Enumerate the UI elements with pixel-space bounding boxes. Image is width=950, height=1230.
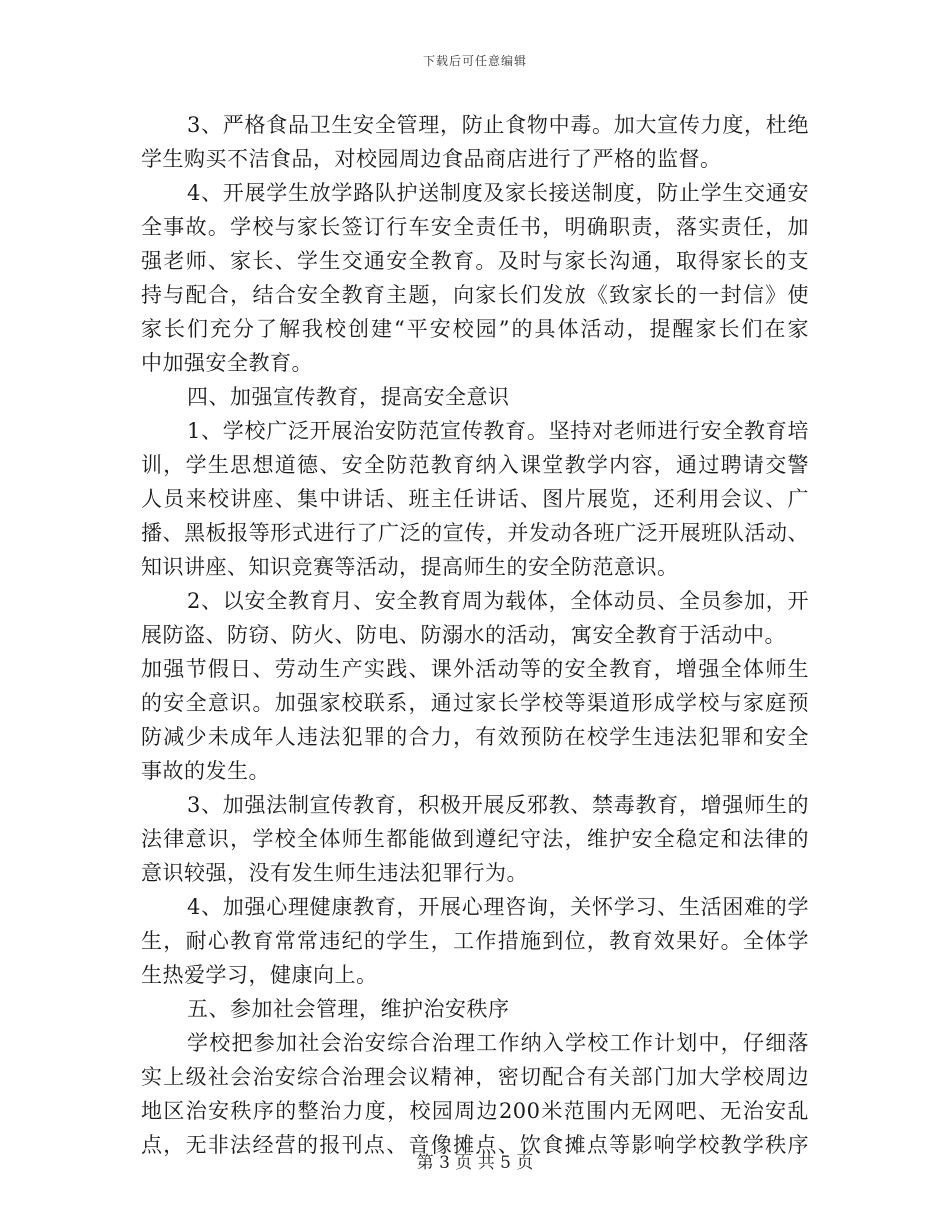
text-line: 生热爱学习，健康向上。 (141, 963, 378, 987)
text-line: 3、严格食品卫生安全管理，防止食物中毒。加大宣传力度，杜绝 (187, 113, 809, 137)
text-line: 点，无非法经营的报刊点、音像摊点、饮食摊点等影响学校教学秩序 (141, 1133, 809, 1157)
text-line: 持与配合，结合安全教育主题，向家长们发放《致家长的一封信》使 (141, 283, 809, 307)
text-line: 人员来校讲座、集中讲话、班主任讲话、图片展览，还利用会议、广 (141, 487, 809, 511)
text-line: 中加强安全教育。 (141, 351, 313, 375)
text-line: 4、开展学生放学路队护送制度及家长接送制度，防止学生交通安 (187, 181, 809, 205)
text-line: 事故的发生。 (141, 759, 270, 783)
text-line: 四、加强宣传教育，提高安全意识 (187, 385, 510, 409)
text-line: 意识较强，没有发生师生违法犯罪行为。 (141, 861, 528, 885)
text-line: 展防盗、防窃、防火、防电、防溺水的活动，寓安全教育于活动中。 (141, 623, 786, 647)
text-line: 法律意识，学校全体师生都能做到遵纪守法，维护安全稳定和法律的 (141, 827, 809, 851)
text-line: 生，耐心教育常常违纪的学生，工作措施到位，教育效果好。全体学 (141, 929, 809, 953)
text-line: 训，学生思想道德、安全防范教育纳入课堂教学内容，通过聘请交警 (141, 453, 809, 477)
text-line: 实上级社会治安综合治理会议精神，密切配合有关部门加大学校周边 (141, 1065, 809, 1089)
text-line: 家长们充分了解我校创建“平安校园”的具体活动，提醒家长们在家 (141, 317, 809, 341)
text-line: 学生购买不洁食品，对校园周边食品商店进行了严格的监督。 (141, 147, 722, 171)
text-line: 播、黑板报等形式进行了广泛的宣传，并发动各班广泛开展班队活动、 (141, 521, 809, 545)
page-header-note: 下载后可任意编辑 (422, 54, 527, 68)
text-line: 五、参加社会管理，维护治安秩序 (187, 997, 510, 1021)
text-line: 强老师、家长、学生交通安全教育。及时与家长沟通，取得家长的支 (141, 249, 809, 273)
page-number-footer: 第 3 页 共 5 页 (416, 1153, 534, 1173)
text-line: 2、以安全教育月、安全教育周为载体，全体动员、全员参加，开 (187, 589, 809, 613)
document-body (141, 108, 809, 1162)
text-line: 的安全意识。加强家校联系，通过家长学校等渠道形成学校与家庭预 (141, 691, 809, 715)
text-line: 加强节假日、劳动生产实践、课外活动等的安全教育，增强全体师生 (141, 657, 809, 681)
text-line: 学校把参加社会治安综合治理工作纳入学校工作计划中，仔细落 (187, 1031, 809, 1055)
text-line: 知识讲座、知识竞赛等活动，提高师生的安全防范意识。 (141, 555, 679, 579)
text-line: 1、学校广泛开展治安防范宣传教育。坚持对老师进行安全教育培 (187, 419, 809, 443)
text-line: 地区治安秩序的整治力度，校园周边200米范围内无网吧、无治安乱 (141, 1099, 809, 1123)
text-line: 防减少未成年人违法犯罪的合力，有效预防在校学生违法犯罪和安全 (141, 725, 809, 749)
text-line: 4、加强心理健康教育，开展心理咨询，关怀学习、生活困难的学 (187, 895, 809, 919)
text-line: 3、加强法制宣传教育，积极开展反邪教、禁毒教育，增强师生的 (187, 793, 809, 817)
text-line: 全事故。学校与家长签订行车安全责任书，明确职责，落实责任，加 (141, 215, 809, 239)
